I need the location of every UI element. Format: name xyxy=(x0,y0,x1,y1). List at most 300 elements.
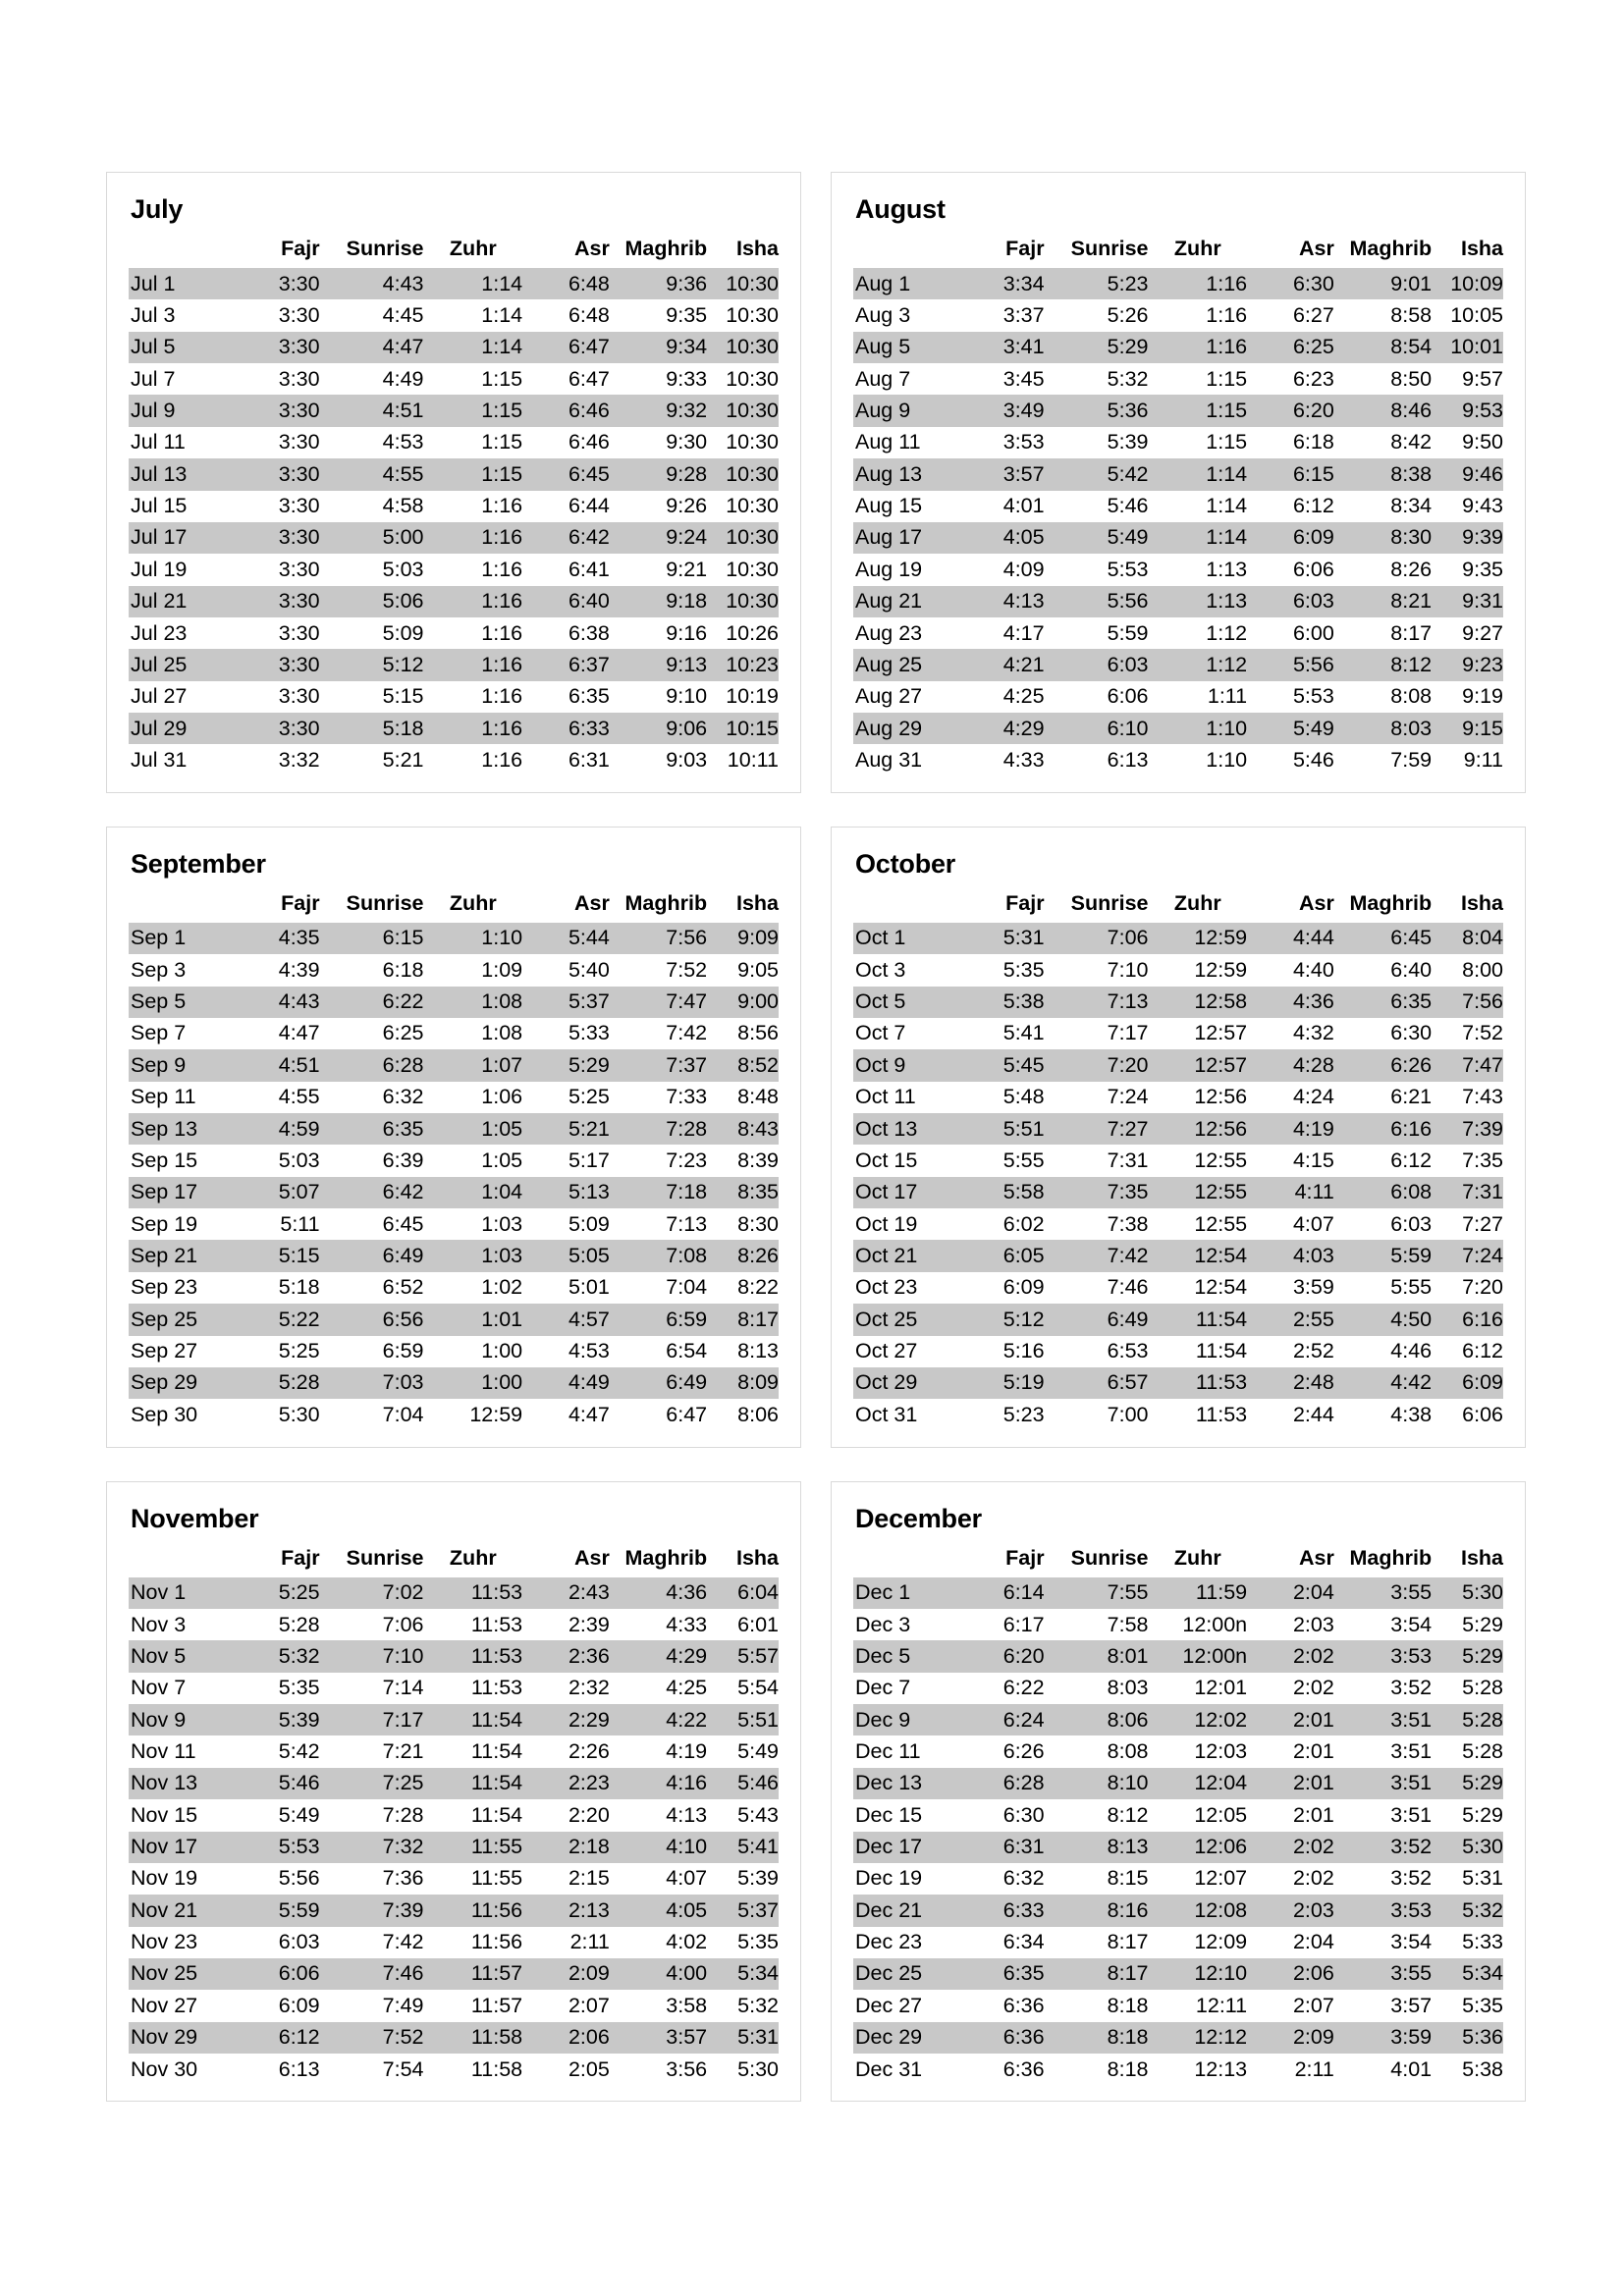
cell-sunrise: 5:09 xyxy=(382,620,424,645)
column-header-date xyxy=(129,889,233,923)
cell-isha: 8:35 xyxy=(707,1177,779,1208)
cell-sunrise: 6:06 xyxy=(1107,684,1149,709)
cell-maghrib: 9:03 xyxy=(666,747,708,772)
table-row xyxy=(129,299,779,331)
column-header-sunrise: Sunrise xyxy=(1070,1545,1149,1570)
cell-maghrib: 3:51 xyxy=(1390,1738,1433,1763)
cell-fajr: 5:35 xyxy=(1002,957,1045,982)
table-row xyxy=(129,395,779,426)
cell-fajr: 4:17 xyxy=(1002,620,1045,645)
cell-date: Dec 27 xyxy=(855,1993,923,2017)
month-title: October xyxy=(855,848,956,879)
cell-isha: 7:31 xyxy=(1432,1177,1503,1208)
table-row xyxy=(853,1704,1503,1735)
cell-asr: 6:23 xyxy=(1292,366,1334,391)
cell-sunrise: 7:58 xyxy=(1107,1612,1149,1636)
cell-isha: 9:31 xyxy=(1432,586,1503,617)
cell-asr: 2:39 xyxy=(568,1612,610,1636)
cell-fajr: 6:35 xyxy=(957,1958,1045,1990)
table-row xyxy=(129,1145,779,1176)
column-header-maghrib: Maghrib xyxy=(1349,890,1433,915)
cell-asr: 2:02 xyxy=(1292,1676,1334,1700)
table-row xyxy=(129,1367,779,1399)
cell-zuhr: 1:08 xyxy=(481,1021,523,1045)
column-header-sunrise: Sunrise xyxy=(346,890,424,915)
cell-date: Sep 5 xyxy=(129,987,233,1018)
table-row xyxy=(129,458,779,490)
cell-asr: 5:56 xyxy=(1247,649,1334,680)
cell-date: Aug 31 xyxy=(855,747,923,772)
column-header-sunrise: Sunrise xyxy=(346,1545,424,1570)
cell-isha: 7:20 xyxy=(1462,1275,1503,1300)
cell-date: Dec 13 xyxy=(853,1768,957,1799)
cell-fajr: 6:24 xyxy=(957,1704,1045,1735)
cell-fajr: 6:14 xyxy=(957,1577,1045,1609)
cell-isha: 8:04 xyxy=(1432,923,1503,954)
cell-sunrise: 7:49 xyxy=(382,1993,424,2017)
cell-maghrib: 4:16 xyxy=(610,1768,707,1799)
cell-zuhr: 1:15 xyxy=(424,458,523,490)
cell-sunrise: 6:45 xyxy=(382,1211,424,1236)
month-title: November xyxy=(131,1503,259,1533)
cell-asr: 2:18 xyxy=(522,1832,610,1863)
cell-asr: 2:11 xyxy=(1294,2056,1334,2081)
cell-fajr: 4:09 xyxy=(1002,557,1045,581)
cell-date: Aug 19 xyxy=(855,557,923,581)
cell-maghrib: 9:01 xyxy=(1334,268,1432,299)
cell-isha: 5:28 xyxy=(1462,1676,1503,1700)
cell-date: Dec 1 xyxy=(853,1577,957,1609)
cell-date: Jul 3 xyxy=(131,302,176,327)
cell-isha: 9:09 xyxy=(707,923,779,954)
cell-zuhr: 1:10 xyxy=(1206,747,1248,772)
table-row xyxy=(129,1304,779,1335)
cell-zuhr: 11:54 xyxy=(1149,1304,1248,1335)
cell-fajr: 3:49 xyxy=(957,395,1045,426)
cell-date: Sep 7 xyxy=(131,1021,187,1045)
cell-fajr: 3:30 xyxy=(233,458,320,490)
cell-asr: 6:31 xyxy=(568,747,610,772)
cell-maghrib: 8:38 xyxy=(1334,458,1432,490)
cell-fajr: 6:17 xyxy=(1002,1612,1045,1636)
cell-sunrise: 8:06 xyxy=(1045,1704,1149,1735)
table-row xyxy=(129,1049,779,1081)
cell-sunrise: 7:13 xyxy=(1045,987,1149,1018)
cell-isha: 9:19 xyxy=(1462,684,1503,709)
cell-asr: 5:44 xyxy=(522,923,610,954)
cell-date: Nov 25 xyxy=(129,1958,233,1990)
cell-maghrib: 3:52 xyxy=(1334,1832,1432,1863)
cell-maghrib: 3:55 xyxy=(1334,1577,1432,1609)
cell-sunrise: 4:43 xyxy=(320,268,424,299)
table-row xyxy=(129,987,779,1018)
cell-date: Oct 13 xyxy=(853,1113,957,1145)
cell-zuhr: 11:57 xyxy=(424,1958,523,1990)
cell-sunrise: 7:52 xyxy=(320,2022,424,2054)
cell-fajr: 4:43 xyxy=(233,987,320,1018)
cell-asr: 2:02 xyxy=(1247,1832,1334,1863)
cell-sunrise: 6:10 xyxy=(1045,713,1149,744)
cell-zuhr: 11:55 xyxy=(424,1832,523,1863)
column-header-zuhr: Zuhr xyxy=(1173,237,1221,261)
cell-zuhr: 1:04 xyxy=(424,1177,523,1208)
cell-maghrib: 8:50 xyxy=(1390,366,1433,391)
cell-isha: 5:30 xyxy=(1432,1832,1503,1863)
cell-sunrise: 7:32 xyxy=(320,1832,424,1863)
cell-date: Jul 31 xyxy=(131,747,188,772)
cell-fajr: 3:30 xyxy=(278,557,320,581)
cell-date: Nov 7 xyxy=(131,1676,187,1700)
cell-date: Nov 1 xyxy=(129,1577,233,1609)
cell-fajr: 5:19 xyxy=(957,1367,1045,1399)
cell-zuhr: 1:15 xyxy=(1206,430,1248,454)
cell-asr: 5:40 xyxy=(568,957,610,982)
cell-isha: 5:51 xyxy=(707,1704,779,1735)
cell-fajr: 3:57 xyxy=(957,458,1045,490)
month-panel xyxy=(831,1481,1526,2103)
cell-fajr: 6:30 xyxy=(1002,1802,1045,1827)
table-row xyxy=(129,1895,779,1926)
cell-isha: 8:43 xyxy=(707,1113,779,1145)
cell-date: Sep 30 xyxy=(131,1402,198,1426)
table-row xyxy=(853,1927,1503,1958)
table-row xyxy=(129,1399,779,1430)
cell-sunrise: 8:10 xyxy=(1045,1768,1149,1799)
cell-asr: 4:44 xyxy=(1247,923,1334,954)
cell-date: Sep 29 xyxy=(129,1367,233,1399)
column-header-isha: Isha xyxy=(735,890,779,915)
table-row xyxy=(129,1113,779,1145)
cell-date: Aug 23 xyxy=(855,620,923,645)
cell-fajr: 4:39 xyxy=(278,957,320,982)
cell-fajr: 4:29 xyxy=(957,713,1045,744)
table-row xyxy=(853,649,1503,680)
cell-fajr: 3:30 xyxy=(233,395,320,426)
cell-maghrib: 8:12 xyxy=(1334,649,1432,680)
cell-maghrib: 9:24 xyxy=(610,522,707,554)
cell-zuhr: 1:02 xyxy=(481,1275,523,1300)
cell-isha: 6:04 xyxy=(707,1577,779,1609)
cell-sunrise: 7:25 xyxy=(320,1768,424,1799)
cell-zuhr: 12:59 xyxy=(1194,957,1248,982)
month-panel-grid xyxy=(106,172,1503,2102)
cell-isha: 10:11 xyxy=(727,747,779,772)
cell-maghrib: 3:56 xyxy=(666,2056,708,2081)
cell-maghrib: 4:50 xyxy=(1334,1304,1432,1335)
cell-zuhr: 1:14 xyxy=(481,302,523,327)
cell-isha: 5:30 xyxy=(737,2056,779,2081)
cell-sunrise: 4:49 xyxy=(382,366,424,391)
cell-asr: 4:57 xyxy=(522,1304,610,1335)
cell-maghrib: 4:05 xyxy=(610,1895,707,1926)
table-row xyxy=(853,1367,1503,1399)
cell-isha: 7:43 xyxy=(1462,1085,1503,1109)
cell-sunrise: 7:10 xyxy=(320,1640,424,1672)
cell-fajr: 4:25 xyxy=(1002,684,1045,709)
cell-sunrise: 8:15 xyxy=(1107,1866,1149,1891)
cell-isha: 5:46 xyxy=(707,1768,779,1799)
cell-maghrib: 7:33 xyxy=(666,1085,708,1109)
cell-zuhr: 12:12 xyxy=(1149,2022,1248,2054)
cell-date: Oct 15 xyxy=(855,1148,918,1172)
cell-asr: 6:27 xyxy=(1292,302,1334,327)
cell-maghrib: 9:06 xyxy=(610,713,707,744)
column-header-date xyxy=(853,889,957,923)
cell-maghrib: 9:18 xyxy=(610,586,707,617)
cell-zuhr: 12:57 xyxy=(1149,1049,1248,1081)
table-row xyxy=(129,2054,779,2085)
cell-isha: 8:13 xyxy=(737,1339,779,1363)
cell-fajr: 5:39 xyxy=(233,1704,320,1735)
cell-date: Aug 11 xyxy=(855,430,921,454)
cell-maghrib: 9:28 xyxy=(610,458,707,490)
month-panel xyxy=(106,1481,801,2103)
cell-asr: 2:06 xyxy=(522,2022,610,2054)
cell-isha: 9:57 xyxy=(1462,366,1503,391)
cell-date: Oct 11 xyxy=(855,1085,916,1109)
column-header-zuhr: Zuhr xyxy=(449,237,497,261)
cell-asr: 2:04 xyxy=(1292,1930,1334,1954)
cell-asr: 4:07 xyxy=(1292,1211,1334,1236)
cell-fajr: 5:51 xyxy=(957,1113,1045,1145)
cell-zuhr: 1:16 xyxy=(1206,302,1248,327)
cell-date: Sep 9 xyxy=(129,1049,233,1081)
cell-zuhr: 11:54 xyxy=(470,1802,523,1827)
cell-sunrise: 7:42 xyxy=(382,1930,424,1954)
cell-fajr: 5:48 xyxy=(1002,1085,1045,1109)
cell-maghrib: 7:59 xyxy=(1390,747,1433,772)
month-panel xyxy=(106,827,801,1448)
table-row xyxy=(853,923,1503,954)
cell-date: Jul 15 xyxy=(131,494,188,518)
cell-date: Oct 7 xyxy=(855,1021,906,1045)
cell-asr: 2:55 xyxy=(1247,1304,1334,1335)
cell-asr: 2:11 xyxy=(569,1930,610,1954)
cell-isha: 9:05 xyxy=(737,957,779,982)
cell-asr: 2:01 xyxy=(1292,1738,1334,1763)
cell-maghrib: 6:54 xyxy=(666,1339,708,1363)
cell-isha: 5:29 xyxy=(1432,1768,1503,1799)
cell-zuhr: 1:14 xyxy=(424,332,523,363)
cell-isha: 8:22 xyxy=(737,1275,779,1300)
table-row xyxy=(129,1177,779,1208)
cell-maghrib: 6:30 xyxy=(1390,1021,1433,1045)
cell-asr: 6:47 xyxy=(568,366,610,391)
cell-isha: 5:49 xyxy=(737,1738,779,1763)
cell-asr: 6:06 xyxy=(1292,557,1334,581)
cell-date: Jul 5 xyxy=(129,332,233,363)
cell-asr: 4:28 xyxy=(1247,1049,1334,1081)
cell-sunrise: 8:13 xyxy=(1045,1832,1149,1863)
cell-asr: 2:07 xyxy=(1292,1993,1334,2017)
cell-maghrib: 4:00 xyxy=(610,1958,707,1990)
cell-zuhr: 1:09 xyxy=(481,957,523,982)
cell-sunrise: 8:03 xyxy=(1107,1676,1149,1700)
cell-fajr: 4:13 xyxy=(957,586,1045,617)
cell-date: Aug 15 xyxy=(855,494,923,518)
cell-fajr: 3:30 xyxy=(233,649,320,680)
cell-sunrise: 5:32 xyxy=(1107,366,1149,391)
cell-isha: 9:11 xyxy=(1463,747,1503,772)
cell-isha: 8:09 xyxy=(707,1367,779,1399)
cell-isha: 7:47 xyxy=(1432,1049,1503,1081)
cell-asr: 6:12 xyxy=(1292,494,1334,518)
table-row xyxy=(853,1145,1503,1176)
cell-sunrise: 6:39 xyxy=(382,1148,424,1172)
cell-date: Nov 29 xyxy=(129,2022,233,2054)
cell-zuhr: 1:16 xyxy=(481,684,523,709)
cell-fajr: 5:38 xyxy=(957,987,1045,1018)
cell-maghrib: 3:53 xyxy=(1334,1640,1432,1672)
table-row xyxy=(853,1863,1503,1895)
table-row xyxy=(129,1832,779,1863)
cell-date: Oct 23 xyxy=(855,1275,918,1300)
cell-fajr: 6:09 xyxy=(278,1993,320,2017)
cell-isha: 10:30 xyxy=(707,395,779,426)
cell-maghrib: 3:51 xyxy=(1390,1802,1433,1827)
column-header-fajr: Fajr xyxy=(281,890,320,915)
cell-maghrib: 8:46 xyxy=(1334,395,1432,426)
cell-maghrib: 8:03 xyxy=(1334,713,1432,744)
table-row xyxy=(129,1272,779,1304)
cell-zuhr: 1:16 xyxy=(1149,332,1248,363)
cell-sunrise: 8:18 xyxy=(1107,1993,1149,2017)
cell-fajr: 4:51 xyxy=(233,1049,320,1081)
cell-zuhr: 11:55 xyxy=(470,1866,523,1891)
cell-zuhr: 1:16 xyxy=(481,494,523,518)
table-row xyxy=(129,1018,779,1049)
table-row xyxy=(129,2022,779,2054)
cell-date: Oct 27 xyxy=(855,1339,918,1363)
cell-fajr: 5:49 xyxy=(278,1802,320,1827)
cell-date: Nov 5 xyxy=(129,1640,233,1672)
cell-asr: 6:46 xyxy=(522,395,610,426)
cell-sunrise: 8:18 xyxy=(1045,2022,1149,2054)
cell-maghrib: 7:13 xyxy=(666,1211,708,1236)
cell-maghrib: 8:26 xyxy=(1390,557,1433,581)
cell-sunrise: 4:53 xyxy=(382,430,424,454)
cell-isha: 10:23 xyxy=(707,649,779,680)
cell-zuhr: 12:04 xyxy=(1149,1768,1248,1799)
cell-asr: 4:32 xyxy=(1292,1021,1334,1045)
month-panel xyxy=(106,172,801,793)
cell-asr: 6:48 xyxy=(522,268,610,299)
cell-fajr: 6:20 xyxy=(957,1640,1045,1672)
cell-fajr: 5:46 xyxy=(233,1768,320,1799)
table-row xyxy=(853,491,1503,522)
cell-maghrib: 3:52 xyxy=(1390,1676,1433,1700)
cell-fajr: 4:47 xyxy=(278,1021,320,1045)
column-header-date xyxy=(853,1544,957,1577)
cell-maghrib: 3:55 xyxy=(1334,1958,1432,1990)
cell-asr: 2:01 xyxy=(1247,1768,1334,1799)
cell-asr: 2:09 xyxy=(522,1958,610,1990)
cell-maghrib: 3:58 xyxy=(666,1993,708,2017)
table-row xyxy=(853,1577,1503,1609)
cell-sunrise: 5:46 xyxy=(1107,494,1149,518)
table-row xyxy=(853,713,1503,744)
cell-fajr: 5:03 xyxy=(278,1148,320,1172)
cell-zuhr: 12:05 xyxy=(1194,1802,1248,1827)
cell-asr: 2:13 xyxy=(522,1895,610,1926)
cell-zuhr: 1:14 xyxy=(1206,494,1248,518)
cell-fajr: 6:06 xyxy=(233,1958,320,1990)
cell-isha: 5:30 xyxy=(1432,1577,1503,1609)
cell-zuhr: 12:01 xyxy=(1194,1676,1248,1700)
cell-maghrib: 6:49 xyxy=(610,1367,707,1399)
cell-isha: 9:00 xyxy=(707,987,779,1018)
cell-sunrise: 7:10 xyxy=(1107,957,1149,982)
table-row xyxy=(853,363,1503,395)
cell-isha: 5:29 xyxy=(1462,1612,1503,1636)
cell-isha: 8:30 xyxy=(737,1211,779,1236)
cell-asr: 4:15 xyxy=(1292,1148,1334,1172)
cell-maghrib: 3:59 xyxy=(1334,2022,1432,2054)
cell-maghrib: 9:36 xyxy=(610,268,707,299)
cell-sunrise: 6:42 xyxy=(320,1177,424,1208)
column-header-zuhr: Zuhr xyxy=(1173,890,1221,915)
cell-sunrise: 6:32 xyxy=(382,1085,424,1109)
cell-date: Dec 11 xyxy=(855,1738,921,1763)
table-row xyxy=(129,1240,779,1271)
cell-date: Oct 1 xyxy=(853,923,957,954)
table-row xyxy=(129,268,779,299)
cell-zuhr: 1:16 xyxy=(1149,268,1248,299)
cell-sunrise: 7:06 xyxy=(382,1612,424,1636)
cell-zuhr: 12:59 xyxy=(469,1402,523,1426)
column-header-maghrib: Maghrib xyxy=(624,1545,708,1570)
cell-asr: 2:03 xyxy=(1292,1612,1334,1636)
cell-isha: 9:50 xyxy=(1462,430,1503,454)
cell-date: Aug 29 xyxy=(853,713,957,744)
cell-date: Aug 7 xyxy=(855,366,911,391)
cell-sunrise: 5:18 xyxy=(320,713,424,744)
table-row xyxy=(129,617,779,649)
cell-maghrib: 4:13 xyxy=(666,1802,708,1827)
cell-maghrib: 7:47 xyxy=(610,987,707,1018)
column-header-maghrib: Maghrib xyxy=(624,890,708,915)
cell-isha: 7:52 xyxy=(1462,1021,1503,1045)
cell-isha: 10:30 xyxy=(726,430,779,454)
table-row xyxy=(853,458,1503,490)
cell-maghrib: 7:08 xyxy=(610,1240,707,1271)
cell-sunrise: 6:56 xyxy=(320,1304,424,1335)
cell-asr: 2:07 xyxy=(568,1993,610,2017)
cell-zuhr: 12:11 xyxy=(1195,1993,1248,2017)
cell-maghrib: 6:47 xyxy=(666,1402,708,1426)
cell-zuhr: 1:16 xyxy=(424,586,523,617)
cell-sunrise: 7:17 xyxy=(320,1704,424,1735)
month-title: July xyxy=(131,194,184,224)
cell-sunrise: 6:35 xyxy=(320,1113,424,1145)
cell-zuhr: 11:59 xyxy=(1149,1577,1248,1609)
cell-maghrib: 9:34 xyxy=(610,332,707,363)
cell-asr: 2:36 xyxy=(522,1640,610,1672)
cell-sunrise: 7:46 xyxy=(1107,1275,1149,1300)
cell-maghrib: 9:21 xyxy=(666,557,708,581)
cell-fajr: 3:45 xyxy=(1002,366,1045,391)
cell-isha: 6:06 xyxy=(1462,1402,1503,1426)
cell-fajr: 5:15 xyxy=(233,1240,320,1271)
cell-asr: 2:01 xyxy=(1292,1802,1334,1827)
cell-date: Jul 13 xyxy=(129,458,233,490)
cell-asr: 2:03 xyxy=(1247,1895,1334,1926)
cell-maghrib: 6:12 xyxy=(1390,1148,1433,1172)
cell-sunrise: 6:22 xyxy=(320,987,424,1018)
cell-zuhr: 1:10 xyxy=(424,923,523,954)
cell-fajr: 4:05 xyxy=(957,522,1045,554)
cell-zuhr: 11:54 xyxy=(424,1704,523,1735)
